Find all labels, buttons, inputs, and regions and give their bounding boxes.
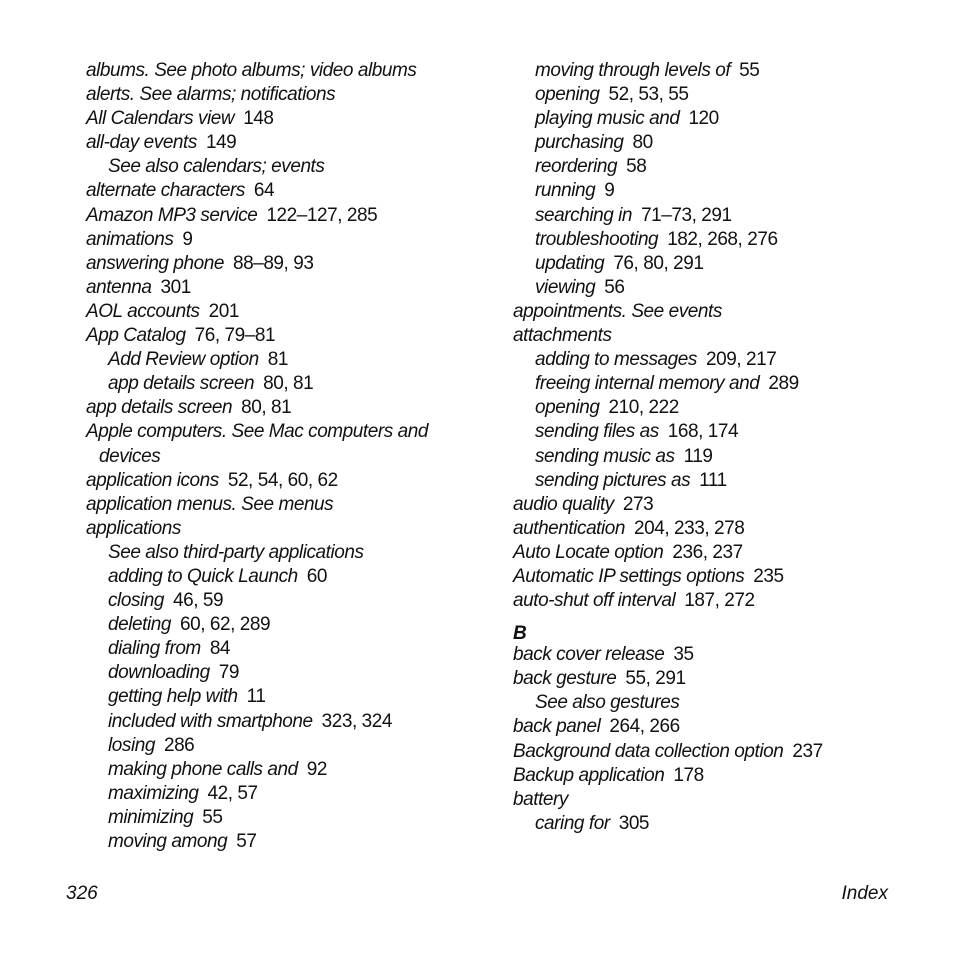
index-term: maximizing [108, 782, 199, 804]
index-page-refs: 237 [792, 740, 823, 762]
index-term: minimizing [108, 806, 194, 828]
index-page-refs: 11 [246, 686, 266, 708]
index-term: app details screen [86, 397, 233, 419]
index-page-refs: 301 [160, 276, 191, 298]
index-term: sending music as [535, 445, 675, 467]
index-term: battery [513, 788, 568, 810]
index-term: sending files as [535, 421, 659, 443]
index-subentry [86, 637, 486, 661]
index-entry [86, 179, 486, 203]
index-term: losing [108, 734, 155, 756]
index-entry [86, 300, 486, 324]
index-entry [86, 252, 486, 276]
index-term: sending pictures as [535, 469, 691, 491]
index-term: back gesture [513, 668, 617, 690]
index-subentry [513, 372, 933, 396]
index-term: See also third-party applications [108, 541, 364, 563]
index-page-refs: 80, 81 [241, 397, 292, 419]
index-term: attachments [513, 325, 612, 347]
page-number: 326 [66, 883, 98, 904]
index-term: Background data collection option [513, 740, 784, 762]
index-page-refs: 209, 217 [705, 349, 777, 371]
index-term: troubleshooting [535, 228, 659, 250]
index-subentry [86, 806, 486, 830]
index-subentry [513, 445, 933, 469]
index-page-refs: 168, 174 [667, 421, 739, 443]
index-subentry [86, 372, 486, 396]
index-entry [86, 131, 486, 155]
index-entry [86, 445, 486, 469]
index-page-refs: 76, 80, 291 [613, 252, 704, 274]
index-term: reordering [535, 156, 618, 178]
index-page-refs: 148 [243, 108, 274, 130]
index-term: searching in [535, 204, 633, 226]
index-entry [513, 715, 933, 739]
index-entry [86, 493, 486, 517]
index-page-refs: 323, 324 [321, 710, 393, 732]
index-page-refs: 235 [753, 565, 784, 587]
index-subentry [86, 661, 486, 685]
index-term: getting help with [108, 686, 238, 708]
index-page-refs: 79 [218, 662, 239, 684]
index-entry [513, 667, 933, 691]
index-term: animations [86, 228, 174, 250]
index-term: application menus. See menus [86, 493, 334, 515]
index-subentry [513, 396, 933, 420]
index-term: Auto Locate option [513, 541, 664, 563]
index-term: adding to Quick Launch [108, 565, 298, 587]
index-page-refs: 56 [604, 276, 625, 298]
index-term: adding to messages [535, 349, 697, 371]
index-page-refs: 210, 222 [608, 397, 679, 419]
index-subentry [86, 348, 486, 372]
index-page-refs: 286 [163, 734, 195, 756]
index-subentry [513, 179, 933, 203]
index-page-refs: 149 [205, 132, 237, 154]
index-term: authentication [513, 517, 626, 539]
index-term: application icons [86, 469, 219, 491]
index-subentry [86, 589, 486, 613]
index-entry [513, 589, 933, 613]
index-page-refs: 120 [688, 108, 719, 130]
index-term: closing [108, 590, 164, 612]
index-subentry [513, 252, 933, 276]
index-term: updating [535, 252, 605, 274]
index-term: Apple computers. See Mac computers and [86, 421, 428, 443]
index-page-refs: 52, 53, 55 [608, 84, 689, 106]
index-term: deleting [108, 614, 171, 636]
index-page-refs: 92 [306, 758, 327, 780]
index-term: albums. See photo albums; video albums [86, 60, 417, 81]
index-subentry [513, 420, 933, 444]
index-term: App Catalog [86, 325, 186, 347]
index-page-refs: 88–89, 93 [232, 252, 314, 274]
index-page-refs: 81 [267, 349, 289, 371]
index-page-refs: 64 [253, 180, 275, 202]
index-page-refs: 55, 291 [625, 668, 686, 690]
index-page-refs: 80, 81 [263, 373, 314, 395]
index-page-refs: 57 [236, 831, 257, 852]
index-page-refs: 35 [673, 644, 694, 666]
index-entry [513, 764, 933, 788]
index-page-refs: 204, 233, 278 [634, 517, 745, 539]
index-subentry [86, 685, 486, 709]
index-subentry [86, 565, 486, 589]
index-subentry [86, 710, 486, 734]
index-entry [86, 59, 486, 83]
index-subentry [86, 734, 486, 758]
index-page-refs: 305 [618, 812, 650, 834]
index-page-refs: 80 [632, 132, 653, 154]
index-term: back panel [513, 716, 601, 738]
index-page-refs: 178 [673, 764, 704, 786]
index-page-refs: 9 [604, 180, 615, 202]
index-term: See also gestures [535, 692, 680, 714]
index-term: Backup application [513, 764, 665, 786]
index-term: answering phone [86, 252, 224, 274]
index-entry [513, 493, 933, 517]
index-term: making phone calls and [108, 758, 298, 780]
index-entry [513, 324, 933, 348]
index-page-refs: 84 [209, 638, 231, 660]
index-term: running [535, 180, 596, 202]
index-term: dialing from [108, 638, 201, 660]
index-entry [513, 740, 933, 764]
index-term: alerts. See alarms; notifications [86, 84, 336, 106]
index-page-refs: 42, 57 [207, 782, 258, 804]
index-entry [513, 565, 933, 589]
index-entry [86, 517, 486, 541]
index-page-refs: 60 [306, 565, 327, 587]
index-page-refs: 201 [208, 300, 239, 322]
index-letter-heading: B [513, 623, 527, 645]
index-subentry [86, 782, 486, 806]
index-entry [86, 83, 486, 107]
index-term: Automatic IP settings options [513, 565, 745, 587]
index-entry [513, 517, 933, 541]
index-subentry [513, 204, 933, 228]
index-term: auto-shut off interval [513, 590, 676, 612]
index-term: Add Review option [108, 349, 259, 371]
index-subentry [513, 228, 933, 252]
index-column-right [513, 59, 933, 836]
index-term: playing music and [535, 108, 680, 130]
index-term: moving through levels of [535, 60, 731, 81]
index-entry [513, 300, 933, 324]
index-subentry [86, 613, 486, 637]
index-subentry [86, 541, 486, 565]
index-entry [86, 204, 486, 228]
index-page-refs: 71–73, 291 [641, 204, 732, 226]
index-subentry [513, 107, 933, 131]
section-title: Index [841, 883, 888, 904]
index-entry [86, 228, 486, 252]
index-page-refs: 273 [622, 493, 654, 515]
index-term: all-day events [86, 132, 197, 154]
index-page-refs: 111 [699, 469, 727, 491]
index-term: appointments. See events [513, 300, 722, 322]
index-subentry [513, 155, 933, 179]
index-page-refs: 289 [768, 373, 799, 395]
index-term: app details screen [108, 373, 255, 395]
index-term: AOL accounts [86, 300, 200, 322]
index-subentry [86, 830, 486, 854]
index-subentry [86, 155, 486, 179]
index-term: caring for [535, 812, 610, 834]
index-page-refs: 236, 237 [672, 541, 743, 563]
index-subentry [513, 812, 933, 836]
index-subentry [86, 758, 486, 782]
index-term: devices [99, 445, 161, 467]
index-page-refs: 46, 59 [173, 590, 224, 612]
index-subentry [513, 131, 933, 155]
index-subentry [513, 469, 933, 493]
index-page-refs: 60, 62, 289 [179, 614, 271, 636]
index-page-refs: 9 [182, 228, 193, 250]
index-subentry [513, 691, 933, 715]
index-page-refs: 58 [626, 156, 647, 178]
index-subentry [513, 83, 933, 107]
index-term: antenna [86, 276, 152, 298]
index-term: freeing internal memory and [535, 373, 760, 395]
index-term: applications [86, 517, 181, 539]
index-entry [513, 643, 933, 667]
index-term: purchasing [535, 132, 624, 154]
index-entry [86, 324, 486, 348]
index-subentry [513, 59, 933, 83]
index-entry [86, 420, 486, 444]
index-page-refs: 119 [683, 445, 713, 467]
index-term: audio quality [513, 493, 614, 515]
index-entry [513, 788, 933, 812]
index-entry [86, 396, 486, 420]
index-term: included with smartphone [108, 710, 313, 732]
index-entry [86, 276, 486, 300]
index-term: opening [535, 397, 600, 419]
index-term: opening [535, 84, 600, 106]
index-page-refs: 122–127, 285 [266, 204, 378, 226]
index-entry [86, 107, 486, 131]
index-subentry [513, 348, 933, 372]
index-term: downloading [108, 662, 210, 684]
index-term: See also calendars; events [108, 156, 325, 178]
index-term: Amazon MP3 service [86, 204, 258, 226]
index-page-refs: 187, 272 [684, 590, 755, 612]
index-page-refs: 264, 266 [609, 716, 680, 738]
index-page-refs: 55 [739, 60, 760, 81]
index-subentry [513, 276, 933, 300]
index-page-refs: 76, 79–81 [194, 325, 276, 347]
index-term: alternate characters [86, 180, 245, 202]
index-term: back cover release [513, 644, 665, 666]
index-term: viewing [535, 276, 596, 298]
index-page-refs: 182, 268, 276 [667, 228, 778, 250]
index-page-refs: 52, 54, 60, 62 [227, 469, 338, 491]
index-entry [86, 469, 486, 493]
index-term: All Calendars view [86, 108, 235, 130]
index-column-left [86, 59, 486, 854]
index-page-refs: 55 [202, 806, 223, 828]
index-entry [513, 541, 933, 565]
index-term: moving among [108, 831, 228, 852]
